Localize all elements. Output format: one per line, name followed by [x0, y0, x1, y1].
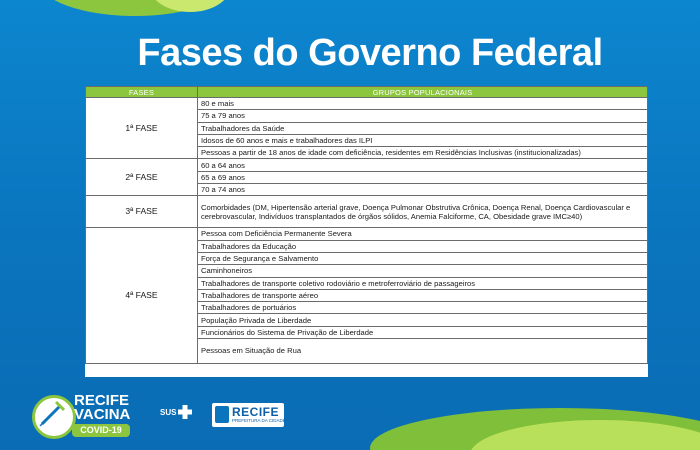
- phase-2-label: 2ª FASE: [86, 159, 198, 196]
- group-cell: 60 a 64 anos: [198, 159, 648, 171]
- recife-emblem-icon: [215, 406, 229, 423]
- group-cell: Caminhoneiros: [198, 265, 648, 277]
- city-logo-text: RECIFE: [232, 405, 280, 419]
- phase-4-label: 4ª FASE: [86, 228, 198, 364]
- group-cell: Pessoa com Deficiência Permanente Severa: [198, 228, 648, 240]
- brand-line-2: VACINA: [74, 406, 131, 423]
- group-cell: Pessoas a partir de 18 anos de idade com deficiência, residentes em Residências Inclusivas (institucionalizadas): [198, 147, 648, 159]
- group-cell: População Privada de Liberdade: [198, 314, 648, 326]
- group-cell: 70 a 74 anos: [198, 184, 648, 196]
- brand-tag: COVID-19: [72, 424, 130, 437]
- header-phases: FASES: [86, 87, 198, 98]
- group-cell: Funcionários do Sistema de Privação de Liberdade: [198, 326, 648, 338]
- phase-1-label: 1ª FASE: [86, 98, 198, 159]
- group-cell: 80 e mais: [198, 98, 648, 110]
- sus-cross-icon: [177, 404, 193, 420]
- group-cell: Trabalhadores da Saúde: [198, 122, 648, 134]
- group-cell: Trabalhadores de transporte coletivo rodoviário e metroferroviário de passageiros: [198, 277, 648, 289]
- table-row: [86, 228, 648, 240]
- group-cell: 75 a 79 anos: [198, 110, 648, 122]
- group-cell: Pessoas em Situação de Rua: [198, 339, 648, 364]
- group-cell: Força de Segurança e Salvamento: [198, 252, 648, 264]
- table-row: [86, 159, 648, 171]
- sus-logo-text: SUS: [160, 408, 177, 417]
- brand-line-1: RECIFE: [74, 392, 130, 409]
- phases-table: [85, 86, 648, 377]
- group-cell: Comorbidades (DM, Hipertensão arterial grave, Doença Pulmonar Obstrutiva Crônica, Doença Renal, Doença Cardiovascular e cerebrovascular, Indivíduos transplantados de órgãos sólidos, Anemia Falciforme, CA, Obesidade grave IMC≥40): [198, 196, 648, 228]
- city-logo-subtext: PREFEITURA DA CIDADE: [232, 418, 286, 423]
- group-cell: 65 a 69 anos: [198, 171, 648, 183]
- header-population-groups: GRUPOS POPULACIONAIS: [198, 87, 648, 98]
- table-header-row: [86, 87, 648, 98]
- phase-3-label: 3ª FASE: [86, 196, 198, 228]
- group-cell: Idosos de 60 anos e mais e trabalhadores das ILPI: [198, 134, 648, 146]
- group-cell: Trabalhadores de portuários: [198, 302, 648, 314]
- slide-title: Fases do Governo Federal: [137, 32, 603, 74]
- table-row: [86, 98, 648, 110]
- table-row: [86, 196, 648, 228]
- group-cell: Trabalhadores de transporte aéreo: [198, 289, 648, 301]
- syringe-icon: [36, 398, 68, 430]
- group-cell: Trabalhadores da Educação: [198, 240, 648, 252]
